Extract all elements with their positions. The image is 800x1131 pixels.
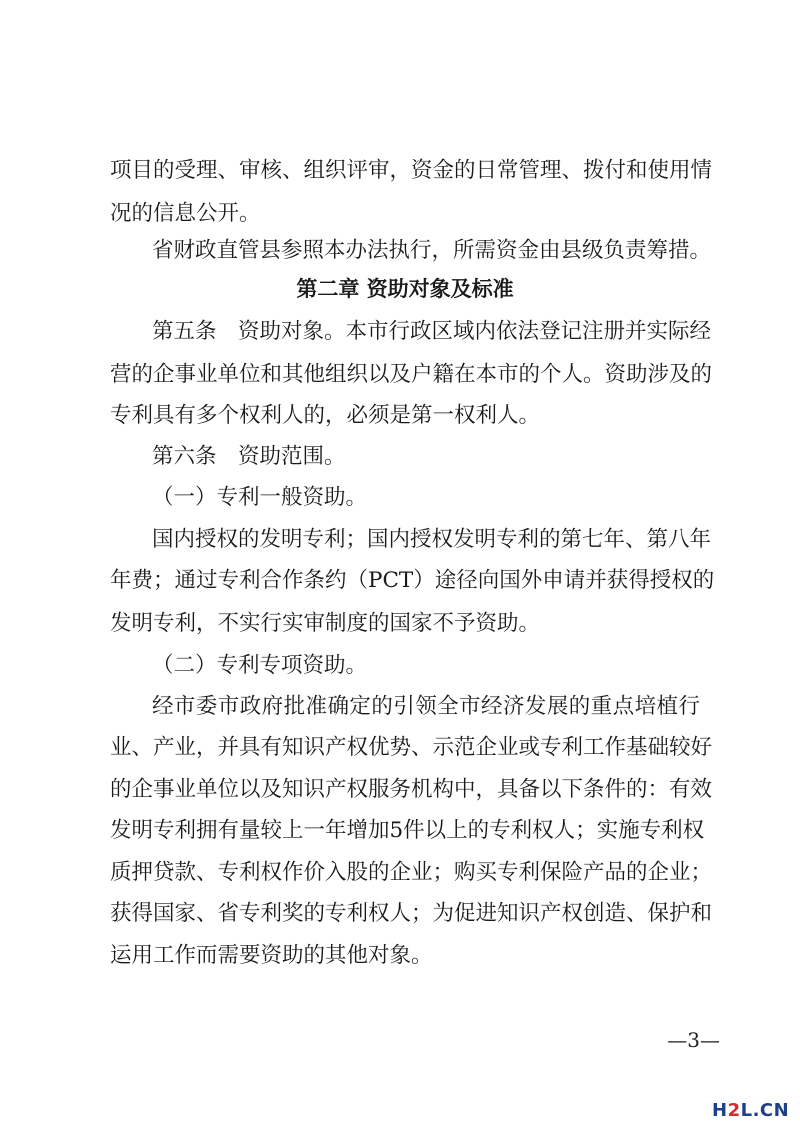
text-line: 质押贷款、专利权作价入股的企业；购买专利保险产品的企业； xyxy=(110,860,713,885)
watermark-l: L xyxy=(740,1100,753,1121)
watermark-h: H xyxy=(712,1100,728,1121)
watermark-logo xyxy=(712,1100,789,1122)
text-line: 项目的受理、审核、组织评审，资金的日常管理、拨付和使用情 xyxy=(110,158,713,183)
text-line: 的企事业单位以及知识产权服务机构中，具备以下条件的：有效 xyxy=(110,777,713,802)
text-line: 第六条 资助范围。 xyxy=(152,444,346,469)
text-line: 省财政直管县参照本办法执行，所需资金由县级负责筹措。 xyxy=(152,238,712,263)
text-line: （一）专利一般资助。 xyxy=(152,485,368,510)
chapter-heading: 第二章 资助对象及标准 xyxy=(296,277,514,301)
text-line: 业、产业，并具有知识产权优势、示范企业或专利工作基础较好 xyxy=(110,735,713,760)
text-line: （二）专利专项资助。 xyxy=(152,653,368,678)
text-line: 营的企事业单位和其他组织以及户籍在本市的个人。资助涉及的 xyxy=(110,362,713,387)
text-line: 运用工作而需要资助的其他对象。 xyxy=(110,943,433,968)
page-number: —3— xyxy=(667,1028,720,1052)
text-line: 况的信息公开。 xyxy=(110,201,261,226)
text-line: 获得国家、省专利奖的专利权人；为促进知识产权创造、保护和 xyxy=(110,901,713,926)
text-line: 发明专利拥有量较上一年增加5件以上的专利权人；实施专利权 xyxy=(110,818,705,843)
text-line: 专利具有多个权利人的，必须是第一权利人。 xyxy=(110,403,541,428)
text-line: 国内授权的发明专利；国内授权发明专利的第七年、第八年 xyxy=(152,527,712,552)
watermark-suffix: .CN xyxy=(752,1100,790,1121)
text-line: 发明专利，不实行实审制度的国家不予资助。 xyxy=(110,611,541,636)
text-line: 经市委市政府批准确定的引领全市经济发展的重点培植行 xyxy=(152,694,700,719)
text-line: 第五条 资助对象。本市行政区域内依法登记注册并实际经 xyxy=(152,319,712,344)
text-line: 年费；通过专利合作条约（PCT）途径向国外申请并获得授权的 xyxy=(110,568,715,593)
watermark-two: 2 xyxy=(727,1100,741,1121)
